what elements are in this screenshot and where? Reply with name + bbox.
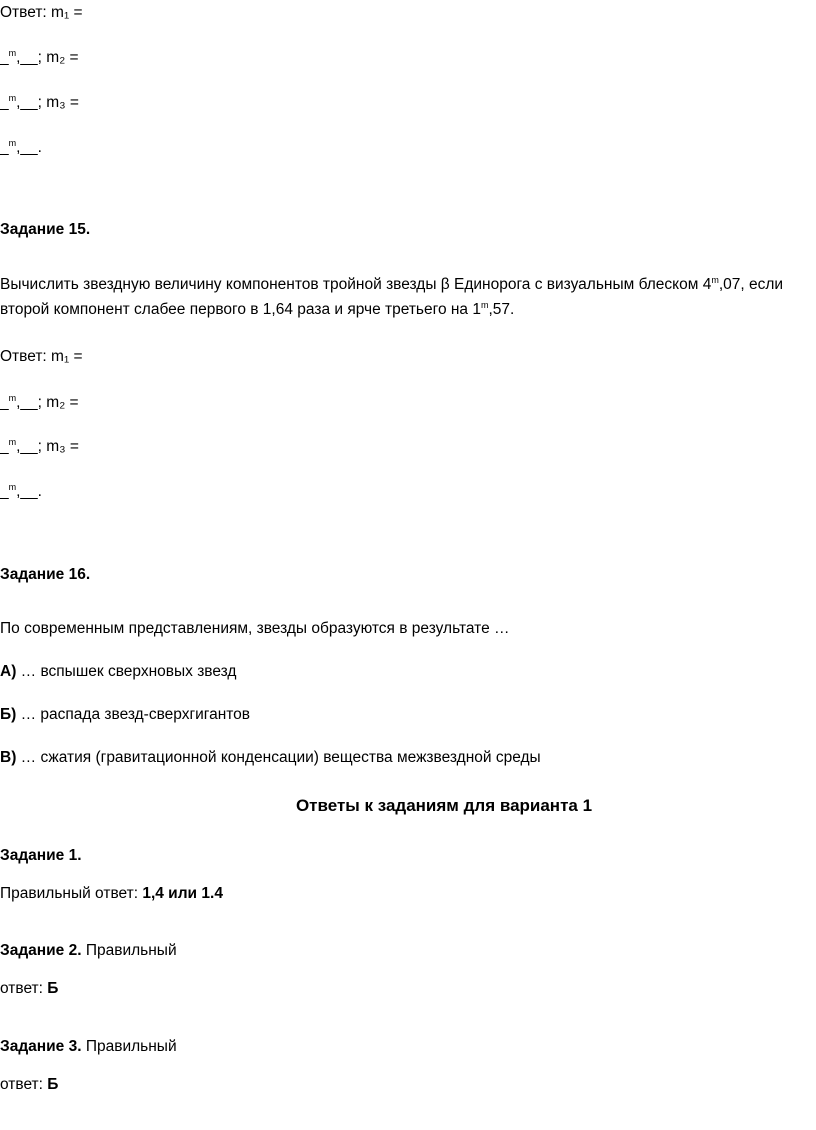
answer-task-2-value: ответ: Б: [0, 980, 59, 997]
task-16-option-c: В) … сжатия (гравитационной конденсации) вещества межзвездной среды: [0, 749, 541, 766]
task-16-option-a: А) … вспышек сверхновых звезд: [0, 663, 237, 680]
task-15-text: Вычислить звездную величину компонентов тройной звезды β Единорога с визуальным блеском 4$^m$,07, если второй компонент слабее первого в 1,64 раза и ярче третьего на 1$^m$,57.: [0, 275, 784, 318]
answer-1-end: _$^m$,__.: [0, 138, 42, 156]
answer-2-end: _$^m$,__.: [0, 482, 42, 500]
answer-task-2: Задание 2. Правильный: [0, 942, 177, 959]
task-15-title: Задание 15.: [0, 221, 91, 238]
answer-1-m2: _$^m$,__; m₂ =: [0, 48, 79, 66]
answer-2-m2: _$^m$,__; m₂ =: [0, 393, 79, 411]
answer-1-m1: Ответ: m₁ =: [0, 4, 83, 21]
answers-heading: Ответы к заданиям для варианта 1: [295, 796, 593, 815]
answer-1-m3: _$^m$,__; m₃ =: [0, 93, 79, 111]
answer-task-1: Правильный ответ: 1,4 или 1.4: [0, 885, 223, 902]
answer-2-m3: _$^m$,__; m₃ =: [0, 437, 79, 455]
task-16-question: По современным представлениям, звезды образуются в результате …: [0, 620, 510, 637]
answer-task-1-title: Задание 1.: [0, 847, 82, 864]
task-16-title: Задание 16.: [0, 566, 91, 583]
answer-task-3-value: ответ: Б: [0, 1076, 59, 1093]
answer-2-m1: Ответ: m₁ =: [0, 348, 83, 365]
task-16-option-b: Б) … распада звезд-сверхгигантов: [0, 706, 251, 723]
answer-task-3: Задание 3. Правильный: [0, 1038, 177, 1055]
